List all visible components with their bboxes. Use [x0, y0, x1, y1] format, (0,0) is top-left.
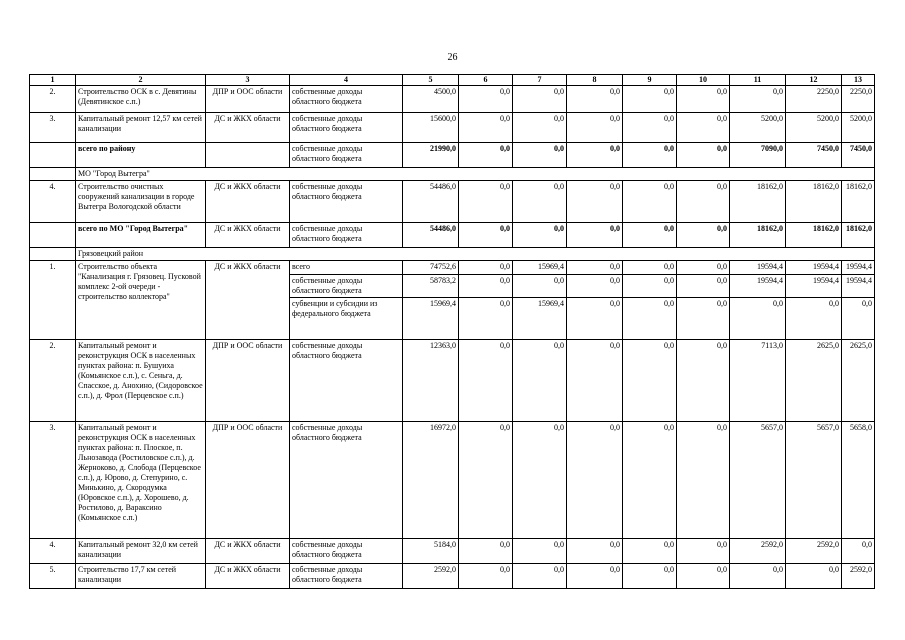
- responsible-body: ДС и ЖКХ области: [206, 539, 290, 564]
- value-cell: 12363,0: [403, 340, 459, 422]
- column-header: 10: [677, 75, 730, 86]
- value-cell: 0,0: [459, 340, 513, 422]
- value-cell: 0,0: [677, 275, 730, 298]
- value-cell: 0,0: [567, 564, 623, 589]
- value-cell: 54486,0: [403, 181, 459, 223]
- value-cell: 5200,0: [786, 113, 842, 143]
- table-row: [30, 422, 875, 539]
- row-number: 2.: [30, 86, 76, 113]
- value-cell: 7450,0: [842, 143, 875, 168]
- value-cell: 0,0: [842, 539, 875, 564]
- value-cell: 5658,0: [842, 422, 875, 539]
- value-cell: 0,0: [459, 422, 513, 539]
- value-cell: 19594,4: [842, 275, 875, 298]
- value-cell: 2250,0: [786, 86, 842, 113]
- value-cell: 0,0: [459, 86, 513, 113]
- value-cell: 4500,0: [403, 86, 459, 113]
- funding-source: собственные доходы областного бюджета: [290, 86, 403, 113]
- value-cell: 2592,0: [730, 539, 786, 564]
- value-cell: 0,0: [677, 223, 730, 248]
- value-cell: 0,0: [730, 564, 786, 589]
- value-cell: 0,0: [513, 539, 567, 564]
- section-title: Грязовецкий район: [76, 248, 875, 261]
- value-cell: 2250,0: [842, 86, 875, 113]
- column-header: 2: [76, 75, 206, 86]
- table-row: [30, 261, 875, 275]
- responsible-body: ДС и ЖКХ области: [206, 261, 290, 340]
- column-header: 9: [623, 75, 677, 86]
- object-name: Строительство очистных сооружений канализации в городе Вытегра Вологодской области: [76, 181, 206, 223]
- responsible-body: ДС и ЖКХ области: [206, 113, 290, 143]
- value-cell: 0,0: [786, 564, 842, 589]
- value-cell: 15600,0: [403, 113, 459, 143]
- value-cell: 19594,4: [730, 275, 786, 298]
- column-header: 8: [567, 75, 623, 86]
- object-name: Строительство 17,7 км сетей канализации: [76, 564, 206, 589]
- object-name: Строительство объекта "Канализация г. Грязовец. Пусковой комплекс 2-ой очереди - строительство коллектора": [76, 261, 206, 340]
- value-cell: 5184,0: [403, 539, 459, 564]
- column-header: 5: [403, 75, 459, 86]
- funding-source: собственные доходы областного бюджета: [290, 181, 403, 223]
- funding-source: собственные доходы областного бюджета: [290, 340, 403, 422]
- value-cell: 0,0: [567, 86, 623, 113]
- row-number: 3.: [30, 113, 76, 143]
- value-cell: 0,0: [677, 86, 730, 113]
- row-number: 2.: [30, 340, 76, 422]
- value-cell: 0,0: [513, 275, 567, 298]
- value-cell: 0,0: [567, 298, 623, 340]
- value-cell: 0,0: [677, 261, 730, 275]
- value-cell: 0,0: [677, 113, 730, 143]
- program-table: [29, 74, 875, 589]
- value-cell: 0,0: [567, 340, 623, 422]
- value-cell: 0,0: [623, 86, 677, 113]
- value-cell: 0,0: [513, 340, 567, 422]
- value-cell: 2625,0: [786, 340, 842, 422]
- object-name: всего по району: [76, 143, 206, 168]
- value-cell: 0,0: [623, 298, 677, 340]
- value-cell: 0,0: [623, 539, 677, 564]
- funding-source: всего: [290, 261, 403, 275]
- value-cell: 0,0: [623, 340, 677, 422]
- responsible-body: ДПР и ООС области: [206, 422, 290, 539]
- value-cell: 58783,2: [403, 275, 459, 298]
- value-cell: 18162,0: [786, 181, 842, 223]
- value-cell: 19594,4: [730, 261, 786, 275]
- value-cell: 0,0: [623, 113, 677, 143]
- value-cell: 0,0: [623, 261, 677, 275]
- row-number: [30, 223, 76, 248]
- value-cell: 0,0: [567, 539, 623, 564]
- table-row: [30, 223, 875, 248]
- value-cell: 0,0: [513, 223, 567, 248]
- object-name: Строительство ОСК в с. Девятины (Девятинское с.п.): [76, 86, 206, 113]
- row-number: 3.: [30, 422, 76, 539]
- value-cell: 16972,0: [403, 422, 459, 539]
- value-cell: 0,0: [459, 564, 513, 589]
- funding-source: собственные доходы областного бюджета: [290, 113, 403, 143]
- value-cell: 7090,0: [730, 143, 786, 168]
- value-cell: 54486,0: [403, 223, 459, 248]
- row-number: 4.: [30, 181, 76, 223]
- table-row: [30, 340, 875, 422]
- value-cell: 0,0: [786, 298, 842, 340]
- value-cell: 0,0: [459, 539, 513, 564]
- value-cell: 18162,0: [842, 223, 875, 248]
- value-cell: 5200,0: [730, 113, 786, 143]
- value-cell: 0,0: [459, 298, 513, 340]
- column-header: 12: [786, 75, 842, 86]
- funding-source: собственные доходы областного бюджета: [290, 422, 403, 539]
- value-cell: 5657,0: [786, 422, 842, 539]
- value-cell: 15969,4: [513, 298, 567, 340]
- section-spacer: [30, 248, 76, 261]
- row-number: 5.: [30, 564, 76, 589]
- responsible-body: ДПР и ООС области: [206, 86, 290, 113]
- value-cell: 74752,6: [403, 261, 459, 275]
- table-row: [30, 181, 875, 223]
- value-cell: 0,0: [567, 261, 623, 275]
- value-cell: 2592,0: [403, 564, 459, 589]
- value-cell: 0,0: [677, 422, 730, 539]
- value-cell: 0,0: [623, 223, 677, 248]
- value-cell: 0,0: [459, 113, 513, 143]
- value-cell: 0,0: [677, 143, 730, 168]
- value-cell: 0,0: [567, 143, 623, 168]
- value-cell: 0,0: [567, 181, 623, 223]
- value-cell: 7113,0: [730, 340, 786, 422]
- value-cell: 0,0: [513, 86, 567, 113]
- value-cell: 2625,0: [842, 340, 875, 422]
- value-cell: 0,0: [677, 298, 730, 340]
- column-header: 1: [30, 75, 76, 86]
- column-header: 6: [459, 75, 513, 86]
- value-cell: 19594,4: [842, 261, 875, 275]
- value-cell: 0,0: [513, 181, 567, 223]
- value-cell: 2592,0: [786, 539, 842, 564]
- funding-source: собственные доходы областного бюджета: [290, 223, 403, 248]
- value-cell: 0,0: [513, 143, 567, 168]
- column-header: 7: [513, 75, 567, 86]
- row-number: [30, 143, 76, 168]
- value-cell: 18162,0: [730, 181, 786, 223]
- value-cell: 15969,4: [513, 261, 567, 275]
- value-cell: 0,0: [623, 422, 677, 539]
- funding-source: собственные доходы областного бюджета: [290, 143, 403, 168]
- funding-source: субвенции и субсидии из федерального бюджета: [290, 298, 403, 340]
- column-header: 13: [842, 75, 875, 86]
- value-cell: 2592,0: [842, 564, 875, 589]
- funding-source: собственные доходы областного бюджета: [290, 275, 403, 298]
- value-cell: 0,0: [730, 298, 786, 340]
- page-number: 26: [447, 52, 458, 63]
- object-name: Капитальный ремонт 12,57 км сетей канализации: [76, 113, 206, 143]
- value-cell: 0,0: [677, 564, 730, 589]
- value-cell: 19594,4: [786, 261, 842, 275]
- table-row: [30, 113, 875, 143]
- value-cell: 0,0: [677, 340, 730, 422]
- value-cell: 0,0: [513, 113, 567, 143]
- value-cell: 0,0: [567, 422, 623, 539]
- value-cell: 0,0: [730, 86, 786, 113]
- section-header-row: [30, 248, 875, 261]
- value-cell: 18162,0: [730, 223, 786, 248]
- table-row: [30, 143, 875, 168]
- value-cell: 19594,4: [786, 275, 842, 298]
- value-cell: 0,0: [513, 422, 567, 539]
- value-cell: 0,0: [459, 181, 513, 223]
- section-spacer: [30, 168, 76, 181]
- table-row: [30, 86, 875, 113]
- column-header-row: [30, 75, 875, 86]
- value-cell: 7450,0: [786, 143, 842, 168]
- value-cell: 0,0: [513, 564, 567, 589]
- value-cell: 0,0: [567, 275, 623, 298]
- object-name: всего по МО "Город Вытегра": [76, 223, 206, 248]
- funding-source: собственные доходы областного бюджета: [290, 539, 403, 564]
- table-row: [30, 539, 875, 564]
- object-name: Капитальный ремонт и реконструкция ОСК в населенных пунктах района: п. Плоское, п. Льнозавода (Ростиловское с.п.), д. Жерноково, д. Слобода (Перцевское с.п.), д. Юрово, д. Степурино, с. Минькино, д. Скородумка (Юровское с.п.), д. Хорошево, д. Ростилово, д. Вараксино (Комьянское с.п.): [76, 422, 206, 539]
- responsible-body: ДС и ЖКХ области: [206, 223, 290, 248]
- section-title: МО "Город Вытегра": [76, 168, 875, 181]
- value-cell: 0,0: [459, 261, 513, 275]
- column-header: 4: [290, 75, 403, 86]
- value-cell: 0,0: [842, 298, 875, 340]
- table-row: [30, 564, 875, 589]
- responsible-body: ДС и ЖКХ области: [206, 564, 290, 589]
- object-name: Капитальный ремонт и реконструкция ОСК в населенных пунктах района: п. Бушуиха (Комьянское с.п.), с. Сеньга, д. Спасское, д. Анохино, (Сидоровское с.п.), д. Фрол (Перцевское с.п.): [76, 340, 206, 422]
- value-cell: 0,0: [623, 564, 677, 589]
- row-number: 1.: [30, 261, 76, 340]
- value-cell: 0,0: [459, 143, 513, 168]
- value-cell: 18162,0: [786, 223, 842, 248]
- funding-source: собственные доходы областного бюджета: [290, 564, 403, 589]
- responsible-body: ДПР и ООС области: [206, 340, 290, 422]
- value-cell: 0,0: [459, 275, 513, 298]
- object-name: Капитальный ремонт 32,0 км сетей канализации: [76, 539, 206, 564]
- column-header: 3: [206, 75, 290, 86]
- value-cell: 0,0: [623, 181, 677, 223]
- value-cell: 5657,0: [730, 422, 786, 539]
- column-header: 11: [730, 75, 786, 86]
- section-header-row: [30, 168, 875, 181]
- value-cell: 0,0: [567, 223, 623, 248]
- value-cell: 0,0: [567, 113, 623, 143]
- value-cell: 0,0: [677, 539, 730, 564]
- value-cell: 18162,0: [842, 181, 875, 223]
- responsible-body: ДС и ЖКХ области: [206, 181, 290, 223]
- value-cell: 0,0: [623, 143, 677, 168]
- value-cell: 0,0: [623, 275, 677, 298]
- row-number: 4.: [30, 539, 76, 564]
- value-cell: 21990,0: [403, 143, 459, 168]
- value-cell: 0,0: [677, 181, 730, 223]
- value-cell: 5200,0: [842, 113, 875, 143]
- responsible-body: [206, 143, 290, 168]
- value-cell: 15969,4: [403, 298, 459, 340]
- value-cell: 0,0: [459, 223, 513, 248]
